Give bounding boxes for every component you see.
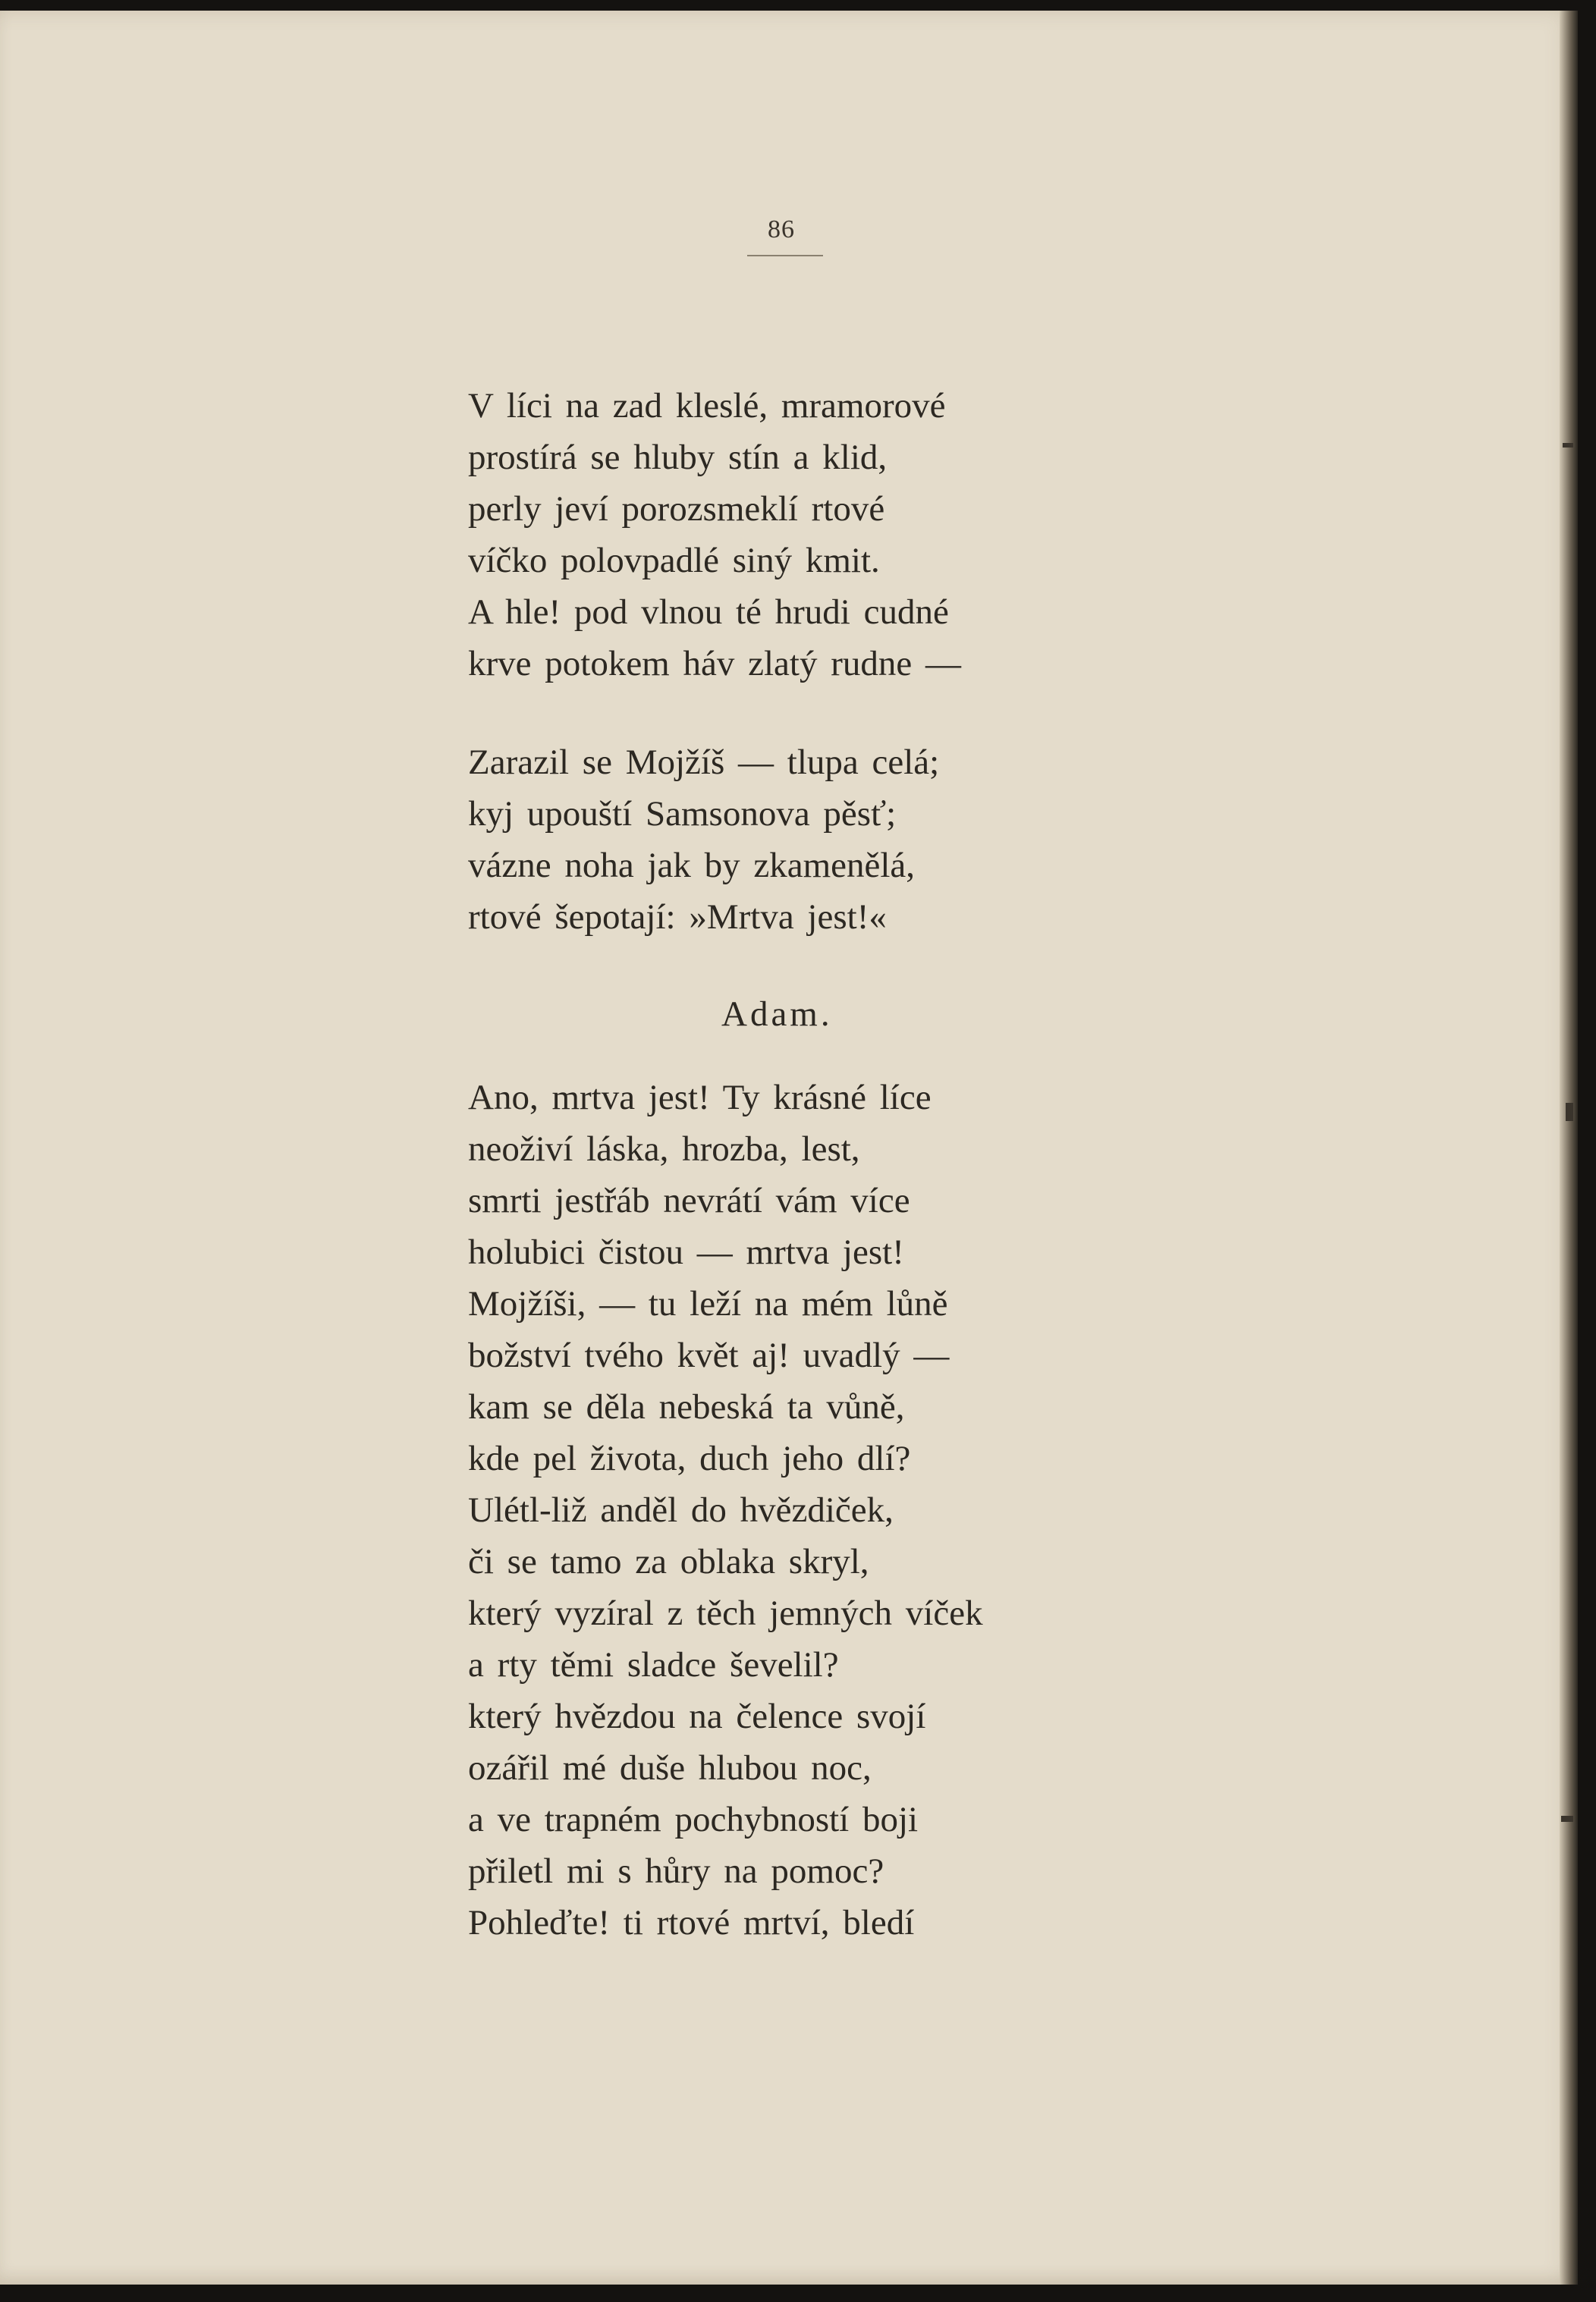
page-number: 86 — [768, 215, 795, 243]
book-page — [0, 11, 1578, 2285]
scan-mark — [1563, 443, 1573, 448]
poem-line: Mojžíši, — tu leží na mém lůně — [468, 1284, 948, 1324]
poem-line: smrti jestřáb nevrátí vám více — [468, 1181, 910, 1220]
poem-line: a ve trapném pochybností boji — [468, 1800, 919, 1839]
poem-line: božství tvého květ aj! uvadlý — — [468, 1336, 950, 1375]
poem-line: či se tamo za oblaka skryl, — [468, 1542, 869, 1581]
poem-line: ozářil mé duše hlubou noc, — [468, 1748, 872, 1788]
poem-line: prostírá se hluby stín a klid, — [468, 438, 888, 477]
speaker-heading: Adam. — [721, 994, 833, 1034]
poem-text — [468, 11, 1545, 2285]
poem-line: který vyzíral z těch jemných víček — [468, 1594, 983, 1633]
scan-mark — [1561, 1816, 1573, 1822]
poem-line: kyj upouští Samsonova pěsť; — [468, 794, 897, 834]
poem-line: neoživí láska, hrozba, lest, — [468, 1129, 860, 1169]
poem-line: vázne noha jak by zkamenělá, — [468, 846, 916, 885]
poem-line: který hvězdou na čelence svojí — [468, 1697, 926, 1736]
poem-line: kam se děla nebeská ta vůně, — [468, 1387, 905, 1427]
poem-line: V líci na zad kleslé, mramorové — [468, 386, 946, 426]
poem-line: Zarazil se Mojžíš — tlupa celá; — [468, 743, 940, 782]
poem-line: A hle! pod vlnou té hrudi cudné — [468, 592, 949, 632]
poem-line: přiletl mi s hůry na pomoc? — [468, 1851, 884, 1891]
poem-line: víčko polovpadlé siný kmit. — [468, 541, 880, 580]
poem-line: kde pel života, duch jeho dlí? — [468, 1439, 911, 1478]
poem-line: krve potokem háv zlatý rudne — — [468, 644, 961, 683]
scan-mark — [1566, 1103, 1573, 1121]
poem-line: Pohleďte! ti rtové mrtví, bledí — [468, 1903, 915, 1942]
poem-line: a rty těmi sladce ševelil? — [468, 1645, 839, 1685]
poem-line: Ulétl-liž anděl do hvězdiček, — [468, 1490, 894, 1530]
poem-line: rtové šepotají: »Mrtva jest!« — [468, 897, 887, 937]
poem-line: holubici čistou — mrtva jest! — [468, 1233, 904, 1272]
poem-line: perly jeví porozsmeklí rtové — [468, 489, 885, 529]
page-edge-shadow — [1560, 11, 1578, 2285]
poem-line: Ano, mrtva jest! Ty krásné líce — [468, 1078, 932, 1117]
